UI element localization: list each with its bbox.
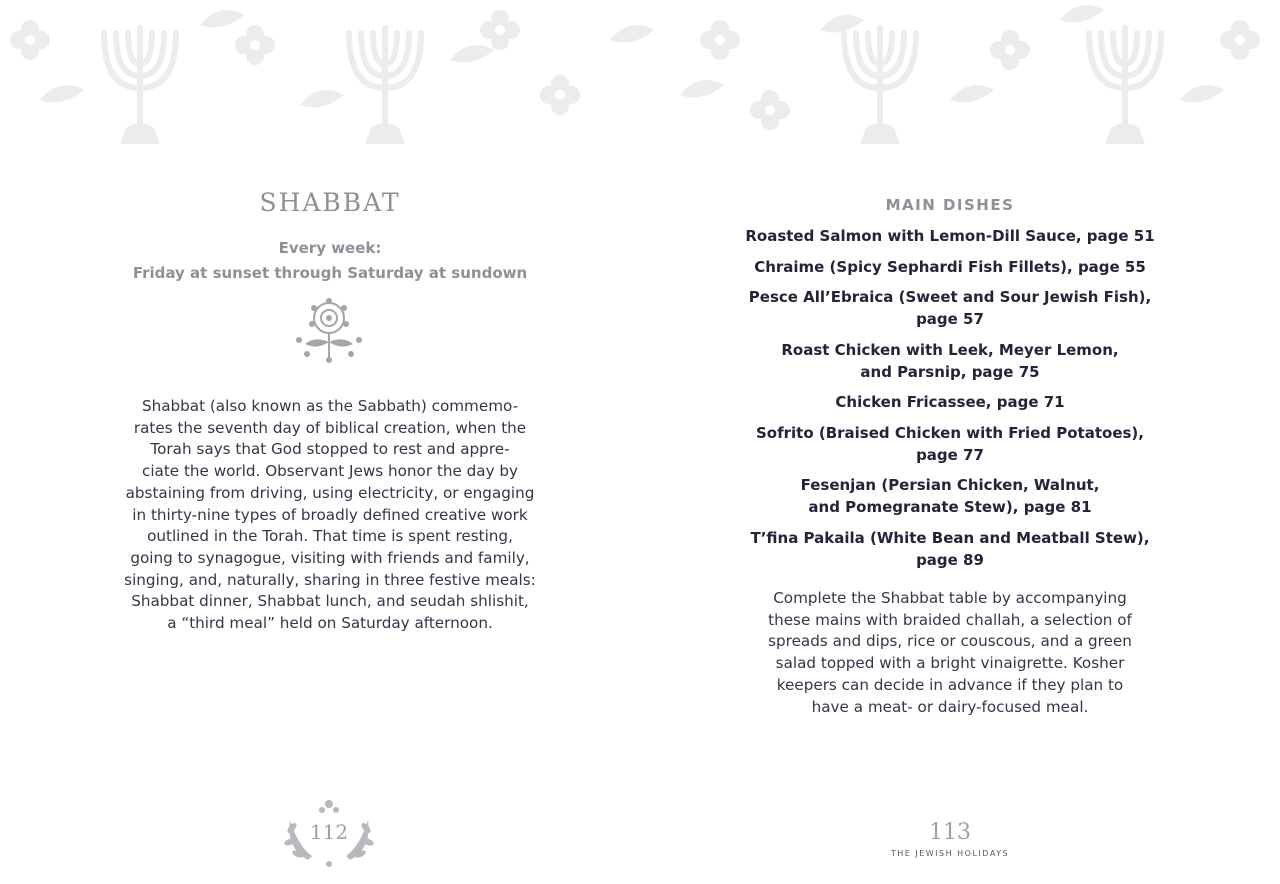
dish-item — [660, 527, 1240, 571]
floral-rosette-ornament — [293, 298, 365, 364]
text-line: these mains with braided challah, a selection of — [768, 610, 1132, 629]
intro-paragraph — [100, 396, 560, 635]
text-line: Shabbat dinner, Shabbat lunch, and seudah shlishit, — [131, 592, 529, 611]
right-page — [660, 0, 1280, 884]
text-line: keepers can decide in advance if they plan to — [776, 675, 1124, 694]
text-line: Torah says that God stopped to rest and appre- — [150, 440, 510, 459]
dish-line: Fesenjan (Persian Chicken, Walnut, — [800, 476, 1100, 494]
dish-item — [660, 339, 1240, 383]
text-line: Shabbat (also known as the Sabbath) commemo- — [141, 397, 519, 415]
text-line: spreads and dips, rice or couscous, and a green — [768, 632, 1132, 651]
dish-line: Sofrito (Braised Chicken with Fried Potatoes), — [755, 423, 1144, 442]
dish-item — [660, 225, 1240, 247]
page-number-right: 113 — [929, 820, 971, 845]
main-dishes-list — [660, 225, 1240, 579]
text-line: Complete the Shabbat table by accompanying — [773, 589, 1127, 607]
text-line: in thirty-nine types of broadly defined creative work — [132, 505, 528, 524]
dish-item — [660, 391, 1240, 413]
section-heading: MAIN DISHES — [885, 196, 1015, 214]
running-footer: THE JEWISH HOLIDAYS — [890, 849, 1010, 858]
page-title: SHABBAT — [259, 188, 401, 217]
dish-item — [660, 256, 1240, 278]
dish-line: and Parsnip, page 75 — [860, 362, 1040, 381]
dish-line: Chraime (Spicy Sephardi Fish Fillets), page 55 — [754, 257, 1146, 276]
dish-line: page 57 — [916, 310, 984, 328]
text-line: going to synagogue, visiting with friends and family, — [130, 548, 530, 567]
text-line: rates the seventh day of biblical creation, when the — [133, 418, 527, 437]
text-line: abstaining from driving, using electricity, or engaging — [125, 483, 535, 502]
text-line: have a meat- or dairy-focused meal. — [811, 697, 1089, 716]
dish-line: and Pomegranate Stew), page 81 — [808, 498, 1092, 516]
text-line: singing, and, naturally, sharing in three festive meals: — [124, 570, 536, 589]
schedule-line-2: Friday at sunset through Saturday at sundown — [132, 264, 528, 282]
dish-item — [660, 422, 1240, 466]
dish-line: T’fina Pakaila (White Bean and Meatball Stew), — [750, 528, 1150, 547]
dish-item — [660, 286, 1240, 330]
schedule-line-1: Every week: — [278, 239, 382, 257]
dish-line: page 89 — [916, 550, 984, 569]
text-line: salad topped with a bright vinaigrette. Kosher — [775, 654, 1125, 673]
dish-line: Chicken Fricassee, page 71 — [835, 393, 1065, 411]
dish-line: Roasted Salmon with Lemon-Dill Sauce, page 51 — [745, 227, 1155, 245]
dish-item — [660, 474, 1240, 518]
text-line: a “third meal” held on Saturday afternoon. — [167, 614, 493, 633]
dish-line: Pesce All’Ebraica (Sweet and Sour Jewish Fish), — [748, 288, 1152, 306]
text-line: outlined in the Torah. That time is spent resting, — [147, 527, 513, 546]
page-number-left: 112 — [309, 820, 349, 844]
text-line: ciate the world. Observant Jews honor the day by — [141, 462, 519, 481]
closing-paragraph — [660, 588, 1240, 718]
dish-line: page 77 — [916, 445, 984, 464]
dish-line: Roast Chicken with Leek, Meyer Lemon, — [781, 340, 1119, 359]
